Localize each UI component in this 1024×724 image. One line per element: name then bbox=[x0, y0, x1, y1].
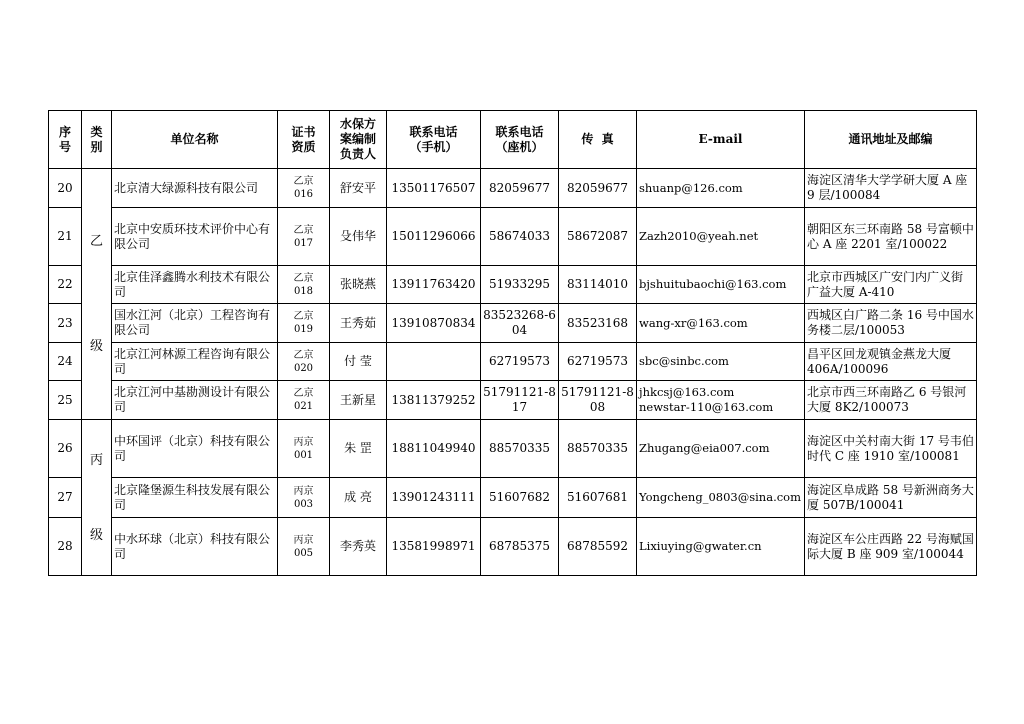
row-number: 24 bbox=[49, 343, 82, 381]
mailing-address: 昌平区回龙观镇金燕龙大厦 406A/100096 bbox=[805, 343, 977, 381]
unit-name: 北京江河中基勘测设计有限公司 bbox=[112, 381, 278, 420]
header-mobile: 联系电话 （手机） bbox=[387, 111, 481, 169]
fax-number: 51607681 bbox=[559, 478, 637, 518]
landline-phone: 51607682 bbox=[481, 478, 559, 518]
landline-phone: 83523268-604 bbox=[481, 304, 559, 343]
mailing-address: 北京市西城区广安门内广义街广益大厦 A-410 bbox=[805, 266, 977, 304]
table-row bbox=[49, 266, 977, 304]
mailing-address: 西城区白广路二条 16 号中国水务楼二层/100053 bbox=[805, 304, 977, 343]
landline-phone: 51933295 bbox=[481, 266, 559, 304]
table-row bbox=[49, 343, 977, 381]
row-number: 25 bbox=[49, 381, 82, 420]
registry-table bbox=[48, 110, 977, 576]
category-bing: 丙 级 bbox=[82, 420, 112, 576]
person-in-charge: 王新星 bbox=[330, 381, 387, 420]
qualification-code: 乙京 019 bbox=[278, 304, 330, 343]
qualification-code: 乙京 018 bbox=[278, 266, 330, 304]
header-qualification: 证书 资质 bbox=[278, 111, 330, 169]
row-number: 26 bbox=[49, 420, 82, 478]
mailing-address: 北京市西三环南路乙 6 号银河大厦 8K2/100073 bbox=[805, 381, 977, 420]
header-email: E-mail bbox=[637, 111, 805, 169]
fax-number: 88570335 bbox=[559, 420, 637, 478]
unit-name: 北京清大绿源科技有限公司 bbox=[112, 169, 278, 208]
landline-phone: 88570335 bbox=[481, 420, 559, 478]
row-number: 22 bbox=[49, 266, 82, 304]
mobile-phone: 13910870834 bbox=[387, 304, 481, 343]
person-in-charge: 舒安平 bbox=[330, 169, 387, 208]
unit-name: 北京江河林源工程咨询有限公司 bbox=[112, 343, 278, 381]
mailing-address: 海淀区车公庄西路 22 号海赋国际大厦 B 座 909 室/100044 bbox=[805, 518, 977, 576]
email-address: wang-xr@163.com bbox=[637, 304, 805, 343]
qualification-code: 丙京 003 bbox=[278, 478, 330, 518]
email-address: sbc@sinbc.com bbox=[637, 343, 805, 381]
mailing-address: 海淀区中关村南大街 17 号韦伯时代 C 座 1910 室/100081 bbox=[805, 420, 977, 478]
qualification-code: 乙京 017 bbox=[278, 208, 330, 266]
mailing-address: 朝阳区东三环南路 58 号富顿中心 A 座 2201 室/100022 bbox=[805, 208, 977, 266]
table-row bbox=[49, 381, 977, 420]
landline-phone: 68785375 bbox=[481, 518, 559, 576]
person-in-charge: 朱 罡 bbox=[330, 420, 387, 478]
table-row bbox=[49, 304, 977, 343]
row-number: 20 bbox=[49, 169, 82, 208]
landline-phone: 58674033 bbox=[481, 208, 559, 266]
qualification-code: 乙京 016 bbox=[278, 169, 330, 208]
unit-name: 国水江河（北京）工程咨询有限公司 bbox=[112, 304, 278, 343]
mobile-phone bbox=[387, 343, 481, 381]
mobile-phone: 13811379252 bbox=[387, 381, 481, 420]
email-address: Lixiuying@gwater.cn bbox=[637, 518, 805, 576]
person-in-charge: 付 莹 bbox=[330, 343, 387, 381]
header-no: 序 号 bbox=[49, 111, 82, 169]
person-in-charge: 殳伟华 bbox=[330, 208, 387, 266]
header-category: 类 别 bbox=[82, 111, 112, 169]
unit-name: 北京佳泽鑫腾水利技术有限公司 bbox=[112, 266, 278, 304]
fax-number: 51791121-808 bbox=[559, 381, 637, 420]
header-fax: 传 真 bbox=[559, 111, 637, 169]
email-address: shuanp@126.com bbox=[637, 169, 805, 208]
mobile-phone: 13901243111 bbox=[387, 478, 481, 518]
unit-name: 中水环球（北京）科技有限公司 bbox=[112, 518, 278, 576]
header-unit: 单位名称 bbox=[112, 111, 278, 169]
email-address: Zazh2010@yeah.net bbox=[637, 208, 805, 266]
row-number: 21 bbox=[49, 208, 82, 266]
fax-number: 58672087 bbox=[559, 208, 637, 266]
qualification-code: 丙京 005 bbox=[278, 518, 330, 576]
table-row bbox=[49, 420, 977, 478]
fax-number: 83523168 bbox=[559, 304, 637, 343]
header-person: 水保方 案编制 负责人 bbox=[330, 111, 387, 169]
unit-name: 北京隆堡源生科技发展有限公司 bbox=[112, 478, 278, 518]
fax-number: 82059677 bbox=[559, 169, 637, 208]
email-address: jhkcsj@163.com newstar-110@163.com bbox=[637, 381, 805, 420]
qualification-code: 乙京 020 bbox=[278, 343, 330, 381]
table-row bbox=[49, 169, 977, 208]
mobile-phone: 15011296066 bbox=[387, 208, 481, 266]
mobile-phone: 13501176507 bbox=[387, 169, 481, 208]
qualification-code: 乙京 021 bbox=[278, 381, 330, 420]
fax-number: 68785592 bbox=[559, 518, 637, 576]
unit-name: 北京中安质环技术评价中心有限公司 bbox=[112, 208, 278, 266]
table-row bbox=[49, 518, 977, 576]
email-address: bjshuitubaochi@163.com bbox=[637, 266, 805, 304]
mobile-phone: 18811049940 bbox=[387, 420, 481, 478]
category-yi: 乙 级 bbox=[82, 169, 112, 420]
mailing-address: 海淀区清华大学学研大厦 A 座 9 层/100084 bbox=[805, 169, 977, 208]
row-number: 23 bbox=[49, 304, 82, 343]
header-address: 通讯地址及邮编 bbox=[805, 111, 977, 169]
table-row bbox=[49, 208, 977, 266]
fax-number: 62719573 bbox=[559, 343, 637, 381]
unit-name: 中环国评（北京）科技有限公司 bbox=[112, 420, 278, 478]
fax-number: 83114010 bbox=[559, 266, 637, 304]
person-in-charge: 成 亮 bbox=[330, 478, 387, 518]
qualification-code: 丙京 001 bbox=[278, 420, 330, 478]
person-in-charge: 李秀英 bbox=[330, 518, 387, 576]
landline-phone: 51791121-817 bbox=[481, 381, 559, 420]
row-number: 27 bbox=[49, 478, 82, 518]
landline-phone: 62719573 bbox=[481, 343, 559, 381]
person-in-charge: 王秀茹 bbox=[330, 304, 387, 343]
email-address: Zhugang@eia007.com bbox=[637, 420, 805, 478]
table-row bbox=[49, 478, 977, 518]
mailing-address: 海淀区阜成路 58 号新洲商务大厦 507B/100041 bbox=[805, 478, 977, 518]
row-number: 28 bbox=[49, 518, 82, 576]
header-row bbox=[49, 111, 977, 169]
mobile-phone: 13911763420 bbox=[387, 266, 481, 304]
person-in-charge: 张晓燕 bbox=[330, 266, 387, 304]
header-landline: 联系电话 （座机） bbox=[481, 111, 559, 169]
landline-phone: 82059677 bbox=[481, 169, 559, 208]
email-address: Yongcheng_0803@sina.com bbox=[637, 478, 805, 518]
mobile-phone: 13581998971 bbox=[387, 518, 481, 576]
